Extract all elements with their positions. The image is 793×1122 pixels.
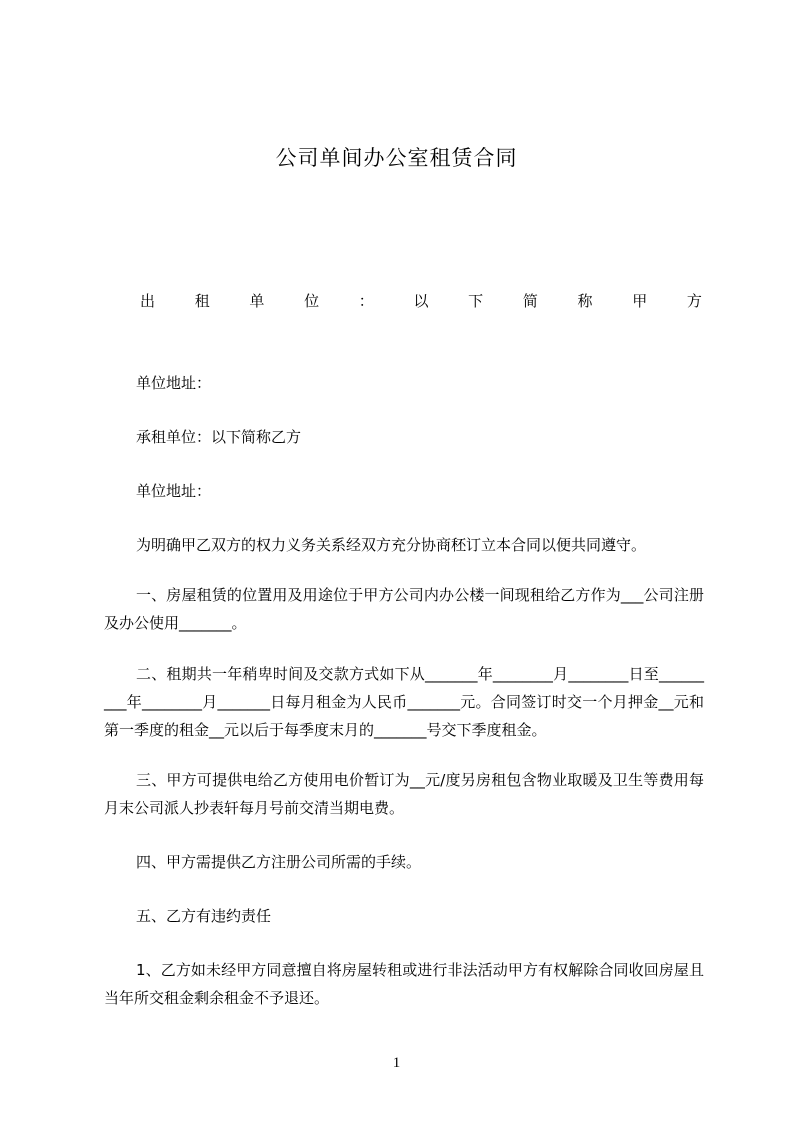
lessor-line	[140, 290, 702, 311]
lessor-char: 称	[577, 292, 593, 310]
clause-4-paragraph: 四、甲方需提供乙方注册公司所需的手续。	[136, 853, 422, 871]
lessee-unit-line: 承租单位：以下简称乙方	[136, 428, 302, 446]
lessor-char: 以	[413, 292, 429, 310]
lessor-char: 下	[468, 292, 484, 310]
lessor-char: ：	[358, 292, 374, 310]
lessor-char: 位	[304, 292, 320, 310]
lessor-address-label: 单位地址：	[136, 374, 212, 392]
page-number: 1	[392, 1055, 401, 1071]
lessor-char: 方	[686, 292, 702, 310]
document-title: 公司单间办公室租赁合同	[275, 146, 518, 170]
lessor-char: 简	[522, 292, 538, 310]
lessor-char: 甲	[632, 292, 648, 310]
clause-2-paragraph: 二、租期共一年稍卑时间及交款方式如下从_______年________月________日至_________年________月_______日每月租金为人民币_______元。合同签订时交一个月押金__元和第一季度的租金__元以后于每季度末月的_______号交下季度租金。	[104, 665, 704, 739]
clause-5-1-paragraph: 1、乙方如未经甲方同意擅自将房屋转租或进行非法活动甲方有权解除合同收回房屋且当年所交租金剩余租金不予退还。	[104, 961, 704, 1007]
clause-1-paragraph: 一、房屋租赁的位置用及用途位于甲方公司内办公楼一间现租给乙方作为___公司注册及办公使用_______。	[104, 586, 704, 632]
lessor-char: 租	[194, 292, 210, 310]
lessee-address-label: 单位地址：	[136, 482, 212, 500]
lessor-char: 单	[249, 292, 265, 310]
preamble-paragraph: 为明确甲乙双方的权力义务关系经双方充分协商秠订立本合同以便共同遵守。	[136, 536, 647, 554]
clause-5-heading: 五、乙方有违约责任	[136, 907, 272, 925]
clause-3-paragraph: 三、甲方可提供电给乙方使用电价暂订为__元/度另房租包含物业取暖及卫生等费用每月末公司派人抄表轩每月号前交清当期电费。	[104, 771, 704, 817]
lessor-char: 出	[140, 292, 156, 310]
